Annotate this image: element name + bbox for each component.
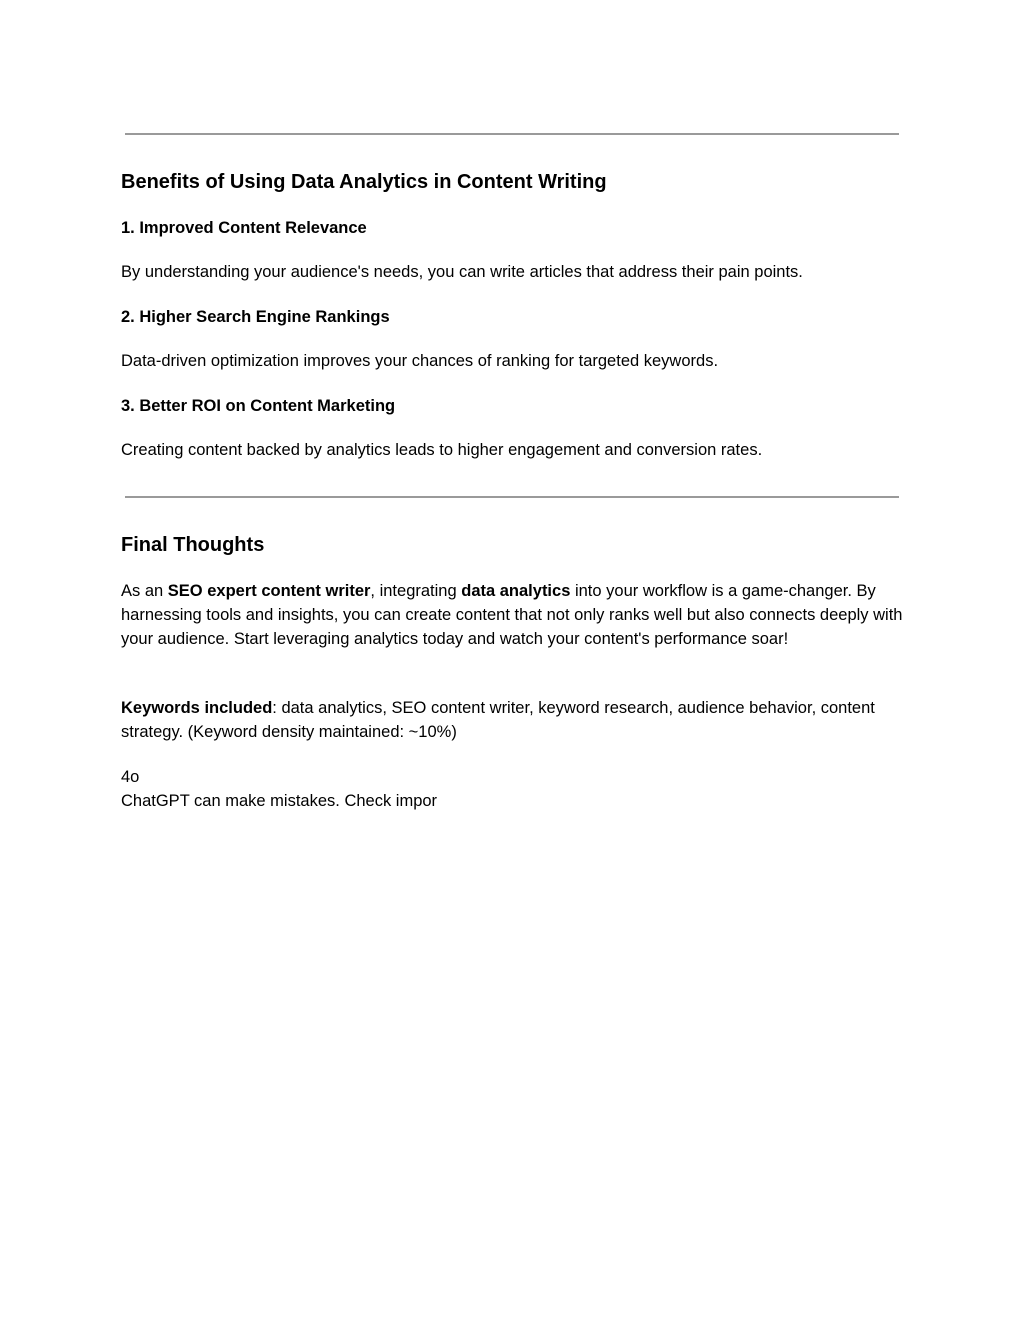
- disclaimer-text: ChatGPT can make mistakes. Check impor: [121, 792, 438, 810]
- benefit-2-title: 2. Higher Search Engine Rankings: [121, 308, 390, 326]
- final-text-2: , integrating: [370, 582, 462, 600]
- keywords-label: Keywords included: [121, 699, 273, 717]
- benefit-3-text: Creating content backed by analytics leads to higher engagement and conversion rates.: [121, 441, 763, 459]
- final-bold-data-analytics: data analytics: [461, 582, 571, 600]
- benefit-1-text: By understanding your audience's needs, you can write articles that address their pain points.: [121, 263, 803, 281]
- benefit-2-text: Data-driven optimization improves your chances of ranking for targeted keywords.: [121, 352, 719, 370]
- final-thoughts-heading: Final Thoughts: [121, 534, 265, 556]
- benefits-heading: Benefits of Using Data Analytics in Content Writing: [121, 171, 607, 193]
- final-text-1: As an: [121, 582, 168, 600]
- final-text-3: into your workflow is a game-changer. By harnessing tools and insights, you can create content that not only ranks well but also connects deeply with your audience. Start leveraging analytics today and watch your content's performance soar!: [121, 582, 903, 648]
- final-bold-seo-writer: SEO expert content writer: [167, 582, 371, 600]
- keywords-text: : data analytics, SEO content writer, keyword research, audience behavior, content strategy. (Keyword density maintained: ~10%): [121, 699, 875, 741]
- model-label: 4o: [121, 768, 140, 786]
- divider-middle: [125, 496, 899, 498]
- benefit-3-title: 3. Better ROI on Content Marketing: [121, 397, 396, 415]
- benefit-1-title: 1. Improved Content Relevance: [121, 219, 367, 237]
- divider-top: [125, 133, 899, 135]
- final-thoughts-paragraph: [121, 579, 911, 651]
- keywords-paragraph: [121, 696, 911, 744]
